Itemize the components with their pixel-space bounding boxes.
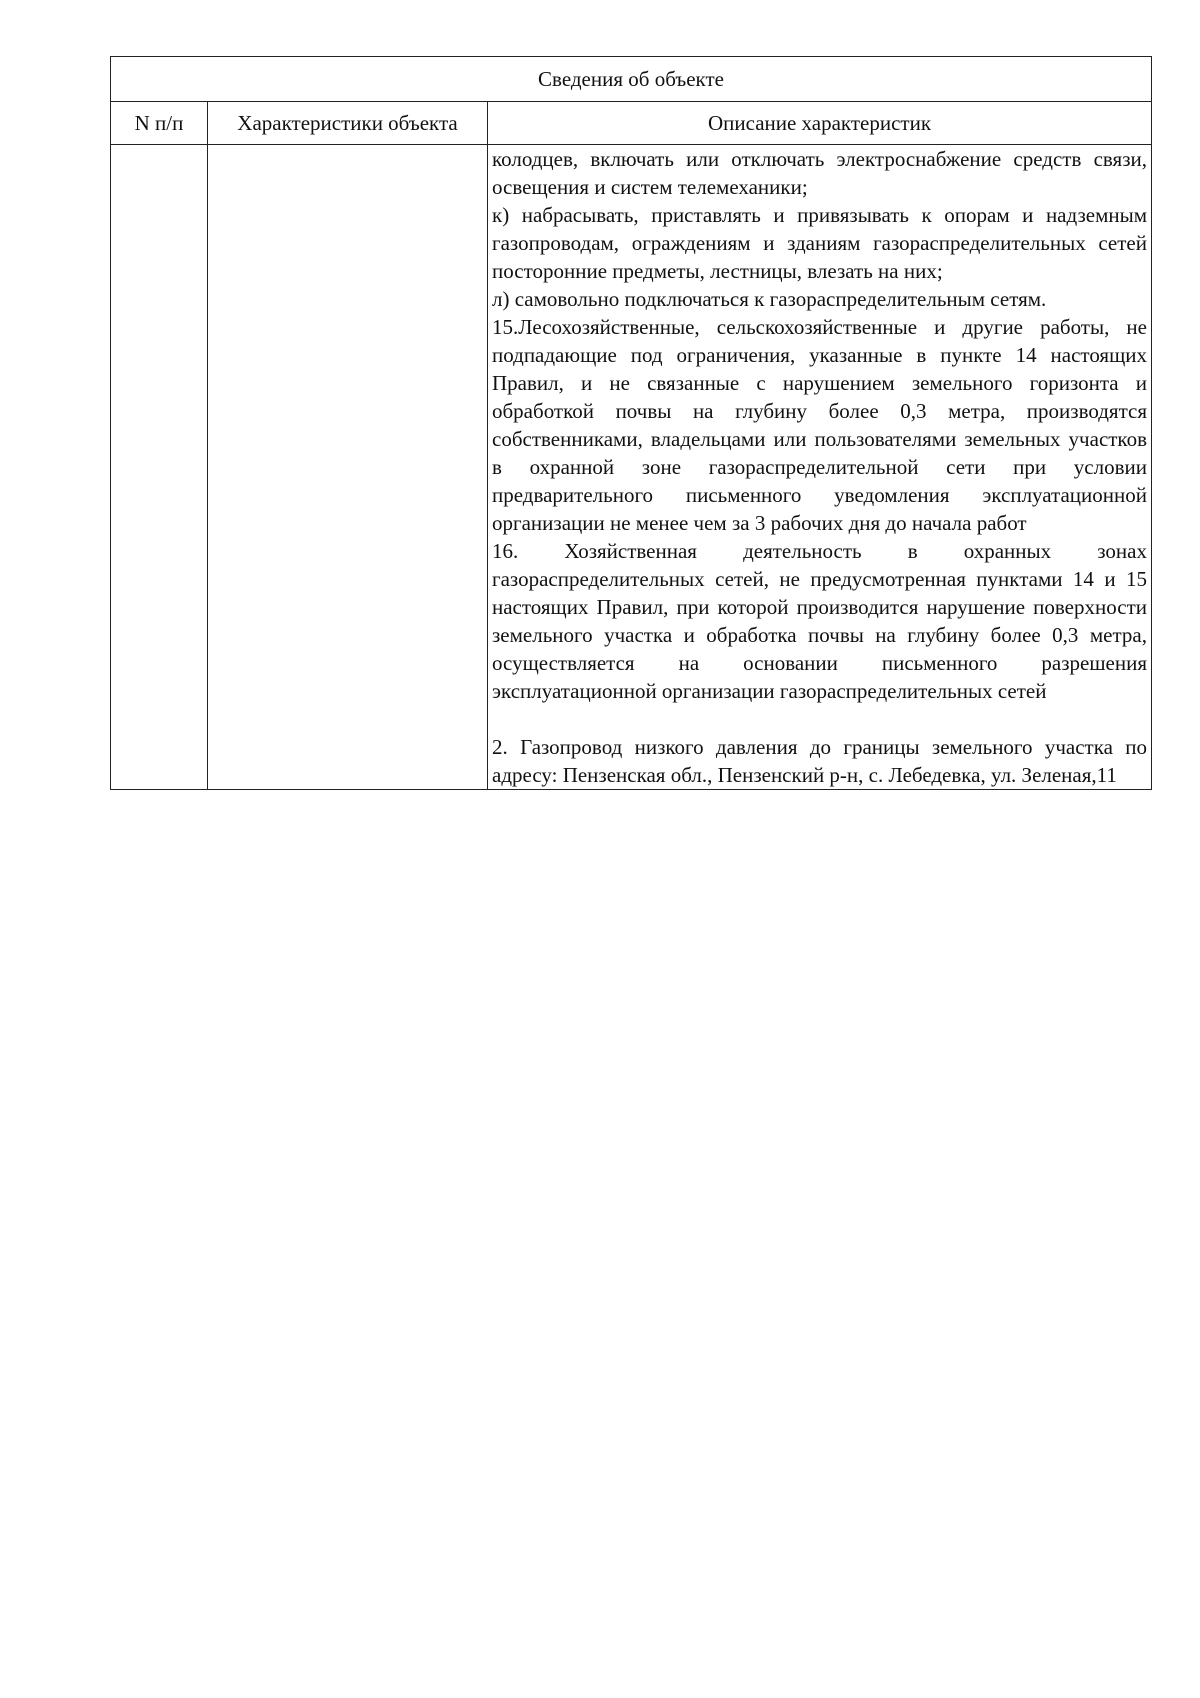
paragraph-item-l: л) самовольно подключаться к газораспределительным сетям. xyxy=(492,287,1047,311)
paragraph-item-15: 15.Лесохозяйственные, сельскохозяйственные и другие работы, не подпадающие под ограничения, указанные в пункте 14 настоящих Правил, и не связанные с нарушением земельного горизонта и обработкой почвы на глубину более 0,3 метра, производятся собственниками, владельцами или пользователями земельных участков в охранной зоне газораспределительной сети при условии предварительного письменного уведомления эксплуатационной организации не менее чем за 3 рабочих дня до начала работ xyxy=(492,315,1147,535)
table-header-row xyxy=(111,102,1152,145)
paragraph-object-2: 2. Газопровод низкого давления до границы земельного участка по адресу: Пензенская обл., Пензенский р-н, с. Лебедевка, ул. Зеленая,11 xyxy=(492,735,1147,787)
header-characteristics: Характеристики объекта xyxy=(208,102,488,145)
table-title-row xyxy=(111,57,1152,102)
object-info-table xyxy=(110,56,1152,790)
paragraph-item-16: 16. Хозяйственная деятельность в охранных зонах газораспределительных сетей, не предусмотренная пунктами 14 и 15 настоящих Правил, при которой производится нарушение поверхности земельного участка и обработка почвы на глубину более 0,3 метра, осуществляется на основании письменного разрешения эксплуатационной организации газораспределительных сетей xyxy=(492,539,1147,703)
cell-characteristics xyxy=(208,145,488,790)
header-description: Описание характеристик xyxy=(488,102,1152,145)
document-page xyxy=(110,56,1151,790)
cell-description xyxy=(488,145,1152,790)
paragraph-spacer xyxy=(492,705,1147,733)
paragraph-communication-ban: колодцев, включать или отключать электроснабжение средств связи, освещения и систем телемеханики; xyxy=(492,147,1147,199)
cell-num xyxy=(111,145,208,790)
paragraph-item-k: к) набрасывать, приставлять и привязывать к опорам и надземным газопроводам, ограждениям и зданиям газораспределительных сетей посторонние предметы, лестницы, влезать на них; xyxy=(492,203,1147,283)
table-row xyxy=(111,145,1152,790)
table-title: Сведения об объекте xyxy=(111,57,1152,102)
header-num: N п/п xyxy=(111,102,208,145)
